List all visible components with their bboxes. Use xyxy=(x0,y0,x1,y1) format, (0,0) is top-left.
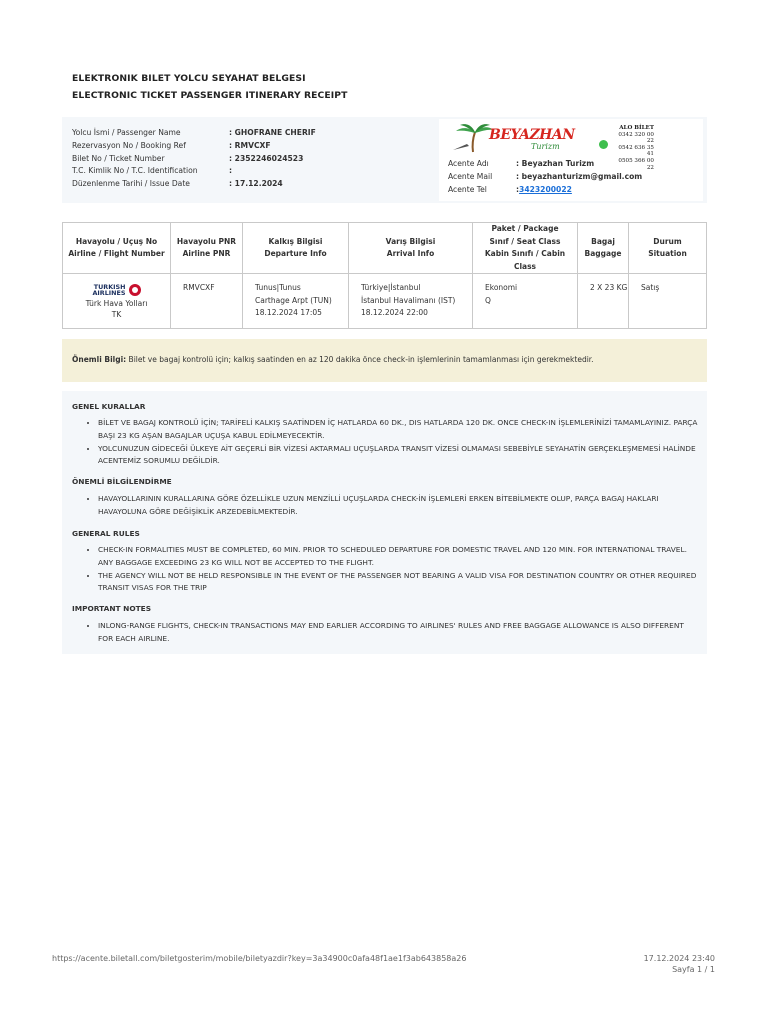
list-item: • CHECK-IN FORMALITIES MUST BE COMPLETED, 60 MIN. PRIOR TO SCHEDULED DEPARTURE FOR DOMESTIC TRAVEL AND 120 MIN. FOR INTERNATIONAL TRAVEL. ANY BAGGAGE EXCEEDING 23 KG WILL NOT BE ACCEPTED TO THE FLIGHT. xyxy=(98,544,698,570)
booking-ref-label: Rezervasyon No / Booking Ref xyxy=(72,140,186,150)
status-cell: Satış xyxy=(629,274,707,329)
list-item: • THE AGENCY WILL NOT BE HELD RESPONSIBLE IN THE EVENT OF THE PASSENGER NOT BEARING A VALID VISA FOR DESTINATION COUNTRY OR OTHER REQUIRED TRANSIT VISAS FOR THE TRIP xyxy=(98,570,698,596)
issue-date-row xyxy=(72,179,316,192)
package-cell xyxy=(473,274,578,329)
list-item: • INLONG-RANGE FLIGHTS, CHECK-IN TRANSACTIONS MAY END EARLIER ACCORDING TO AIRLINES' RULES AND FREE BAGGAGE ALLOWANCE IS ALSO DIFFERENT FOR EACH AIRLINE. xyxy=(98,620,698,646)
list-item: • HAVAYOLLARININ KURALLARINA GÖRE ÖZELLİKLE UZUN MENZİLLİ UÇUŞLARDA CHECK-İN İŞLEMLERİ ERKEN BİTEBİLMEKTE OLUP, PARÇA BAGAJ HAKLARI HAVAYOLUNA GÖRE DEĞİŞİKLİK ARZEDEBİLMEKTEDİR. xyxy=(98,493,698,519)
arrival-cell xyxy=(349,274,473,329)
agency-logo-sub: Turizm xyxy=(531,142,560,151)
arrival-time: 18.12.2024 22:00 xyxy=(361,308,428,317)
phone-2: 0542 636 35 41 xyxy=(618,144,654,158)
title-english: ELECTRONIC TICKET PASSENGER ITINERARY RECEIPT xyxy=(72,90,348,101)
col-status: Durum Situation xyxy=(629,223,707,274)
departure-city: Tunus|Tunus xyxy=(255,283,301,292)
phone-3: 0505 366 00 22 xyxy=(618,157,654,171)
passenger-name-value: : GHOFRANE CHERIF xyxy=(229,128,316,137)
airline-code: TK xyxy=(111,309,122,319)
phones-header: ALO BİLET xyxy=(619,125,654,131)
general-rules-list xyxy=(82,544,698,595)
ticket-info-panel xyxy=(62,117,707,203)
agency-tel-link[interactable]: 3423200022 xyxy=(519,185,572,194)
passenger-info xyxy=(72,128,316,192)
col-package: Paket / Package Sınıf / Seat Class Kabin Sınıfı / Cabin Class xyxy=(473,223,578,274)
issue-date-label: Düzenlenme Tarihi / Issue Date xyxy=(72,179,190,189)
agency-tel-prefix: : xyxy=(516,185,520,194)
ticket-number-label: Bilet No / Ticket Number xyxy=(72,153,165,163)
flight-table xyxy=(62,222,707,329)
list-item: • BİLET VE BAGAJ KONTROLÜ İÇİN; TARİFELİ KALKIŞ SAATİNDEN İÇ HATLARDA 60 DK., DIS HATLARDA 120 DK. ONCE CHECK-IN İŞLEMLERİNİZİ TAMAMLAYINIZ. PARÇA BAŞI 23 KG AŞAN BAGAJLAR UÇUŞA KABUL EDİLMEYECEKTİR. xyxy=(98,417,698,443)
agency-mail-value: : beyazhanturizm@gmail.com xyxy=(516,172,643,181)
agency-tel-label: Acente Tel xyxy=(448,185,487,194)
title-turkish: ELEKTRONIK BILET YOLCU SEYAHAT BELGESI xyxy=(72,73,306,84)
turkish-airlines-logo: TURKISH AIRLINES xyxy=(92,284,140,297)
identification-value: : xyxy=(229,166,233,176)
seat-class: Q xyxy=(485,295,491,305)
notice-text: Bilet ve bagaj kontrolü için; kalkış saatinden en az 120 dakika önce check-in işlemlerinin tamamlanması için gerekmektedir. xyxy=(126,355,594,364)
genel-kurallar-heading: GENEL KURALLAR xyxy=(72,402,146,411)
col-baggage: Bagaj Baggage xyxy=(578,223,629,274)
agency-name-value: : Beyazhan Turizm xyxy=(516,159,595,168)
agency-mail-label: Acente Mail xyxy=(448,172,493,181)
flight-table-header xyxy=(63,223,707,274)
agency-tel-row xyxy=(448,185,642,198)
turkish-airlines-emblem-icon xyxy=(129,284,141,296)
important-notes-heading: IMPORTANT NOTES xyxy=(72,604,152,613)
booking-ref-value: : RMVCXF xyxy=(229,140,271,150)
baggage-cell: 2 X 23 KG xyxy=(578,274,629,329)
package-name: Ekonomi xyxy=(485,283,518,292)
agency-name-label: Acente Adı xyxy=(448,159,489,168)
airline-name: Türk Hava Yolları xyxy=(85,298,148,308)
notice-label: Önemli Bilgi: xyxy=(72,355,127,364)
footer-meta xyxy=(644,954,715,975)
col-airline: Havayolu / Uçuş No Airline / Flight Number xyxy=(63,223,171,274)
phone-1: 0342 320 00 22 xyxy=(618,131,654,145)
onemli-bilgilendirme-list xyxy=(82,493,698,519)
important-notes-list xyxy=(82,620,698,646)
rules-panel xyxy=(62,391,707,654)
departure-cell xyxy=(243,274,349,329)
agency-logo xyxy=(451,123,611,153)
agency-card xyxy=(439,119,703,201)
agency-name-row xyxy=(448,159,642,172)
footer-datetime: 17.12.2024 23:40 xyxy=(643,954,715,963)
whatsapp-icon xyxy=(599,140,608,149)
issue-date-value: : 17.12.2024 xyxy=(229,179,283,189)
footer-page: Sayfa 1 / 1 xyxy=(672,964,715,974)
arrival-city: Türkiye|İstanbul xyxy=(361,283,421,292)
general-rules-heading: GENERAL RULES xyxy=(72,529,140,538)
col-airline-pnr: Havayolu PNR Airline PNR xyxy=(171,223,243,274)
important-notice xyxy=(62,339,707,382)
col-arrival: Varış Bilgisi Arrival Info xyxy=(349,223,473,274)
onemli-bilgilendirme-heading: ÖNEMLİ BİLGİLENDİRME xyxy=(72,477,172,486)
genel-kurallar-list xyxy=(82,417,698,468)
list-item: • YOLCUNUZUN GİDECEĞİ ÜLKEYE AİT GEÇERLİ BİR VİZESİ AKTARMALI UÇUŞLARDA TRANSIT VİZESİ OLMAMASI SEBEBİYLE SEYAHATİN GERÇEKLEŞMEMESİ HALİNDE ACENTEMİZ SORUMLU DEĞİLDİR. xyxy=(98,443,698,469)
agency-info xyxy=(448,159,642,198)
agency-logo-brand: BEYAZHAN xyxy=(489,127,575,143)
departure-airport: Carthage Arpt (TUN) xyxy=(255,295,332,305)
identification-label: T.C. Kimlik No / T.C. Identification xyxy=(72,166,198,176)
arrival-airport: İstanbul Havalimanı (IST) xyxy=(361,295,456,305)
agency-mail-row xyxy=(448,172,642,185)
identification-row xyxy=(72,166,316,179)
airline-cell xyxy=(63,274,171,329)
flight-row xyxy=(63,274,707,329)
departure-time: 18.12.2024 17:05 xyxy=(255,308,322,317)
pnr-cell: RMVCXF xyxy=(171,274,243,329)
col-departure: Kalkış Bilgisi Departure Info xyxy=(243,223,349,274)
passenger-name-label: Yolcu İsmi / Passenger Name xyxy=(72,128,181,137)
booking-ref-row xyxy=(72,141,316,154)
footer-url: https://acente.biletall.com/biletgosterim/mobile/biletyazdir?key=3a34900c0afa48f1ae1f3ab643858a26 xyxy=(52,954,467,963)
ticket-number-row xyxy=(72,154,316,167)
passenger-name-row xyxy=(72,128,316,141)
ticket-number-value: : 2352246024523 xyxy=(229,153,304,163)
